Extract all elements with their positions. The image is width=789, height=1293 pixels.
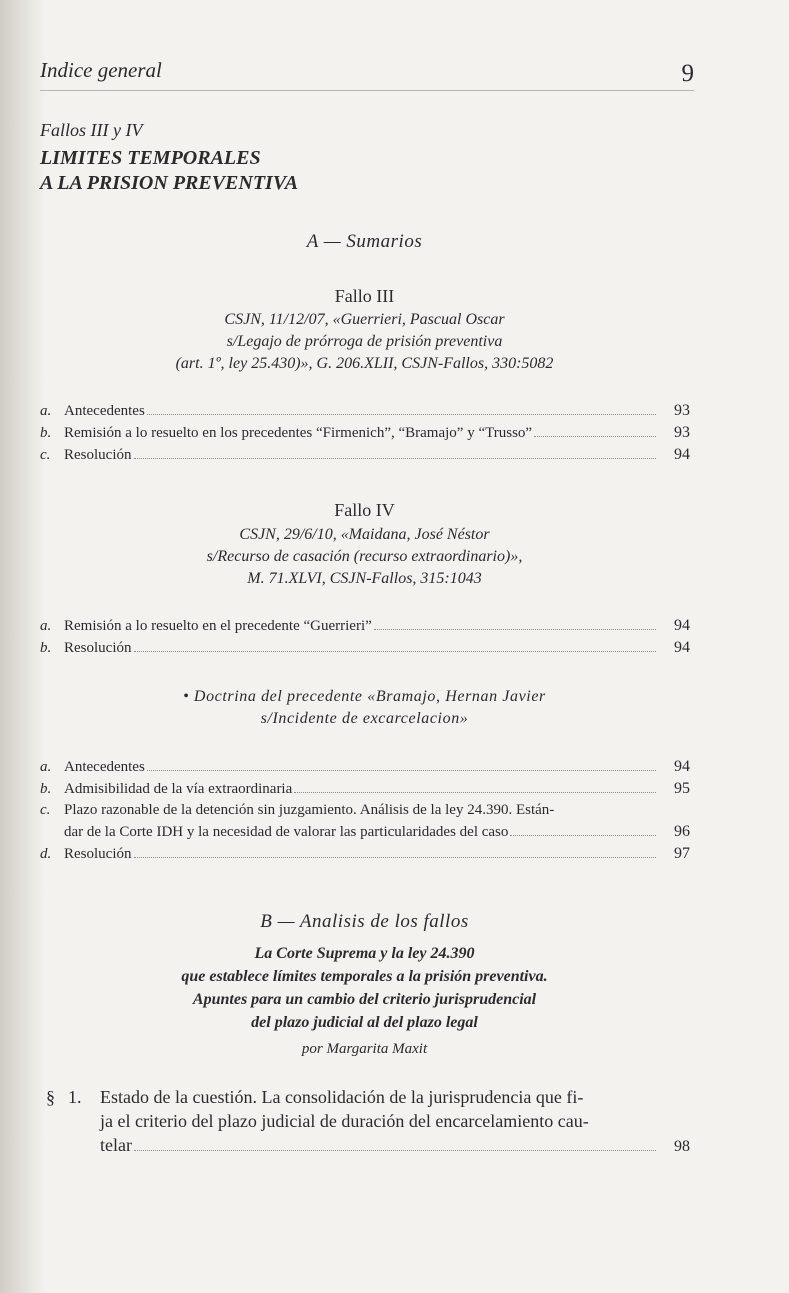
section-title-line: LIMITES TEMPORALES: [40, 147, 261, 169]
subtitle-line: Apuntes para un cambio del criterio jurisprudencial: [192, 991, 537, 1008]
fallo-iii-citation: [0, 309, 729, 375]
toc-page: 94: [674, 758, 690, 775]
toc-letter: a.: [40, 759, 52, 775]
toc-letter: d.: [40, 846, 52, 862]
toc-entry[interactable]: [40, 778, 690, 800]
citation-line: (art. 1º, ley 25.430)», G. 206.XLII, CSJN-Fallos, 330:5082: [175, 355, 554, 372]
toc-letter: a.: [40, 403, 52, 419]
toc-letter: b.: [40, 640, 52, 656]
section-title: [40, 146, 298, 196]
toc-page: 93: [674, 402, 690, 419]
paragraph-line: ja el criterio del plazo judicial de duración del encarcelamiento cau-: [100, 1111, 589, 1131]
fallo-iii-title: Fallo III: [334, 286, 395, 306]
toc-text: Remisión a lo resuelto en el precedente “Guerrieri”: [64, 618, 372, 634]
toc-letter: b.: [40, 425, 52, 441]
doctrina-heading: [0, 686, 729, 730]
toc-entry[interactable]: [40, 400, 690, 422]
paragraph-last-line: [100, 1133, 690, 1159]
fallo-iii-toc: [40, 400, 690, 466]
page-number: 9: [681, 60, 694, 87]
toc-entry[interactable]: [40, 800, 690, 821]
toc-page: 95: [674, 780, 690, 797]
toc-text: dar de la Corte IDH y la necesidad de valorar las particularidades del caso: [64, 824, 509, 840]
paragraph-line: Estado de la cuestión. La consolidación de la jurisprudencia que fi-: [100, 1087, 584, 1107]
toc-letter: b.: [40, 781, 52, 797]
toc-text: Resolución: [64, 640, 132, 656]
part-a-heading: A — Sumarios: [306, 231, 423, 252]
doctrina-line: • Doctrina del precedente «Bramajo, Hernan Javier: [183, 688, 546, 705]
toc-entry[interactable]: [40, 615, 690, 637]
citation-line: CSJN, 29/6/10, «Maidana, José Néstor: [239, 526, 490, 543]
fallo-iv-citation: [0, 524, 729, 590]
paragraph-number: 1.: [68, 1087, 82, 1107]
toc-page: 98: [674, 1138, 690, 1155]
running-header: [40, 58, 694, 91]
toc-entry[interactable]: [40, 637, 690, 659]
fallo-iv-title: Fallo IV: [334, 500, 395, 520]
toc-page: 94: [674, 446, 690, 463]
section-symbol: §: [46, 1087, 55, 1107]
toc-entry[interactable]: [40, 843, 690, 865]
toc-entry[interactable]: [40, 422, 690, 444]
citation-line: M. 71.XLVI, CSJN-Fallos, 315:1043: [247, 570, 482, 587]
author-line: por Margarita Maxit: [301, 1041, 428, 1057]
toc-entry[interactable]: [40, 444, 690, 466]
section-label: Fallos III y IV: [40, 120, 143, 140]
toc-text: Antecedentes: [64, 403, 145, 419]
dot-leader: [147, 770, 656, 771]
subtitle-line: que establece límites temporales a la prisión preventiva.: [181, 968, 548, 985]
dot-leader: [294, 792, 656, 793]
toc-text: Resolución: [64, 846, 132, 862]
dot-leader: [147, 414, 656, 415]
toc-text: Antecedentes: [64, 759, 145, 775]
toc-text: Remisión a lo resuelto en los precedentes “Firmenich”, “Bramajo” y “Trusso”: [64, 425, 533, 441]
subtitle-line: La Corte Suprema y la ley 24.390: [254, 945, 475, 962]
dot-leader: [534, 436, 656, 437]
subtitle-line: del plazo judicial al del plazo legal: [251, 1014, 478, 1031]
toc-page: 97: [674, 845, 690, 862]
toc-letter: c.: [40, 447, 51, 463]
dot-leader: [374, 629, 656, 630]
toc-page: 93: [674, 424, 690, 441]
citation-line: CSJN, 11/12/07, «Guerrieri, Pascual Oscar: [224, 311, 505, 328]
toc-entry-continuation[interactable]: [40, 821, 690, 843]
doctrina-line: s/Incidente de excarcelacion»: [260, 710, 469, 727]
fallo-iv-toc: [40, 615, 690, 659]
toc-page: 94: [674, 617, 690, 634]
toc-page: 94: [674, 639, 690, 656]
dot-leader: [134, 1150, 656, 1151]
toc-page: 96: [674, 823, 690, 840]
doctrina-toc: [40, 756, 690, 865]
dot-leader: [134, 857, 657, 858]
toc-letter: c.: [40, 802, 51, 818]
toc-text: Admisibilidad de la vía extraordinaria: [64, 781, 293, 797]
toc-letter: a.: [40, 618, 52, 634]
dot-leader: [510, 835, 656, 836]
toc-text: Plazo razonable de la detención sin juzgamiento. Análisis de la ley 24.390. Están-: [64, 802, 555, 818]
toc-text: Resolución: [64, 447, 132, 463]
running-title: Indice general: [40, 58, 162, 82]
citation-line: s/Legajo de prórroga de prisión preventiva: [226, 333, 503, 350]
dot-leader: [134, 458, 657, 459]
section-title-line: A LA PRISION PREVENTIVA: [40, 172, 299, 194]
dot-leader: [134, 651, 657, 652]
toc-paragraph-entry[interactable]: [46, 1085, 690, 1165]
analysis-subtitle: [0, 942, 729, 1034]
paragraph-line: telar: [100, 1135, 132, 1155]
toc-entry[interactable]: [40, 756, 690, 778]
citation-line: s/Recurso de casación (recurso extraordinario)»,: [206, 548, 523, 565]
part-b-heading: B — Analisis de los fallos: [260, 911, 469, 932]
